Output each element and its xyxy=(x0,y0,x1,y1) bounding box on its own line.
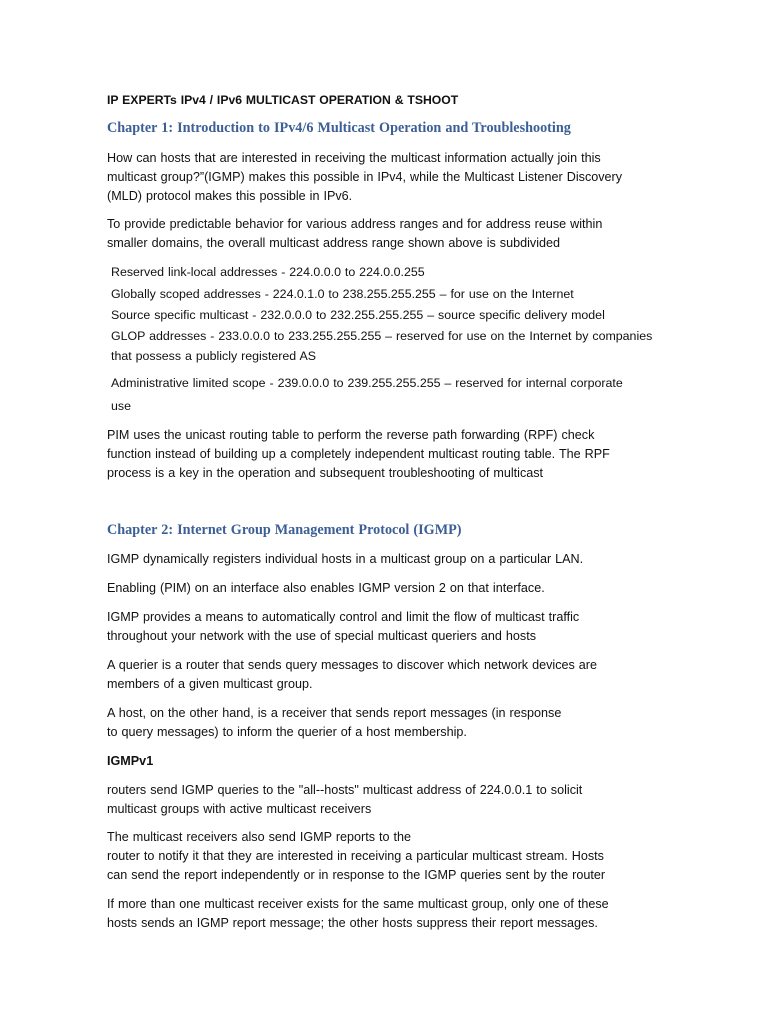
chapter-1-paragraph-1-line: How can hosts that are interested in receiving the multicast information actually join this xyxy=(107,151,601,165)
chapter-2-paragraph-4-line: members of a given multicast group. xyxy=(107,677,313,691)
chapter-2-paragraph-6-line: routers send IGMP queries to the "all--hosts" multicast address of 224.0.0.1 to solicit xyxy=(107,783,583,797)
chapter-2-paragraph-7-line: router to notify it that they are interested in receiving a particular multicast stream. Hosts xyxy=(107,849,604,863)
chapter-1-paragraph-1-line: multicast group?”(IGMP) makes this possible in IPv4, while the Multicast Listener Discovery xyxy=(107,170,623,184)
address-range-item: Administrative limited scope - 239.0.0.0 to 239.255.255.255 – reserved for internal corporate xyxy=(111,376,623,390)
chapter-2-paragraph-2: Enabling (PIM) on an interface also enables IGMP version 2 on that interface. xyxy=(107,581,545,595)
chapter-1-paragraph-3-line: process is a key in the operation and subsequent troubleshooting of multicast xyxy=(107,466,544,480)
chapter-2-paragraph-3-line: throughout your network with the use of special multicast queriers and hosts xyxy=(107,629,537,643)
document-title: IP EXPERTs IPv4 / IPv6 MULTICAST OPERATION & TSHOOT xyxy=(107,93,459,107)
address-range-item: Globally scoped addresses - 224.0.1.0 to 238.255.255.255 – for use on the Internet xyxy=(111,287,574,301)
chapter-2-paragraph-3-line: IGMP provides a means to automatically control and limit the flow of multicast traffic xyxy=(107,610,580,624)
chapter-2-paragraph-4-line: A querier is a router that sends query messages to discover which network devices are xyxy=(107,658,597,672)
chapter-1-heading: Chapter 1: Introduction to IPv4/6 Multicast Operation and Troubleshooting xyxy=(107,120,571,136)
chapter-2-paragraph-1: IGMP dynamically registers individual hosts in a multicast group on a particular LAN. xyxy=(107,552,584,566)
chapter-2-paragraph-8-line: If more than one multicast receiver exists for the same multicast group, only one of these xyxy=(107,897,609,911)
chapter-2-paragraph-6-line: multicast groups with active multicast receivers xyxy=(107,802,372,816)
address-range-item: use xyxy=(111,399,131,413)
address-range-item: that possess a publicly registered AS xyxy=(111,349,316,363)
chapter-2-paragraph-7-line: can send the report independently or in response to the IGMP queries sent by the router xyxy=(107,868,606,882)
address-range-item: GLOP addresses - 233.0.0.0 to 233.255.255.255 – reserved for use on the Internet by companies xyxy=(111,329,653,343)
chapter-1-paragraph-2-line: smaller domains, the overall multicast address range shown above is subdivided xyxy=(107,236,561,250)
chapter-2-paragraph-7-line: The multicast receivers also send IGMP reports to the xyxy=(107,830,412,844)
chapter-1-paragraph-3-line: function instead of building up a completely independent multicast routing table. The RPF xyxy=(107,447,610,461)
chapter-2-heading: Chapter 2: Internet Group Management Protocol (IGMP) xyxy=(107,522,462,538)
igmpv1-heading: IGMPv1 xyxy=(107,754,154,768)
chapter-1-paragraph-1-line: (MLD) protocol makes this possible in IPv6. xyxy=(107,189,353,203)
chapter-2-paragraph-5-line: A host, on the other hand, is a receiver that sends report messages (in response xyxy=(107,706,562,720)
chapter-2-paragraph-8-line: hosts sends an IGMP report message; the other hosts suppress their report messages. xyxy=(107,916,598,930)
address-range-item: Source specific multicast - 232.0.0.0 to 232.255.255.255 – source specific delivery model xyxy=(111,308,605,322)
chapter-1-paragraph-3-line: PIM uses the unicast routing table to perform the reverse path forwarding (RPF) check xyxy=(107,428,595,442)
address-range-item: Reserved link-local addresses - 224.0.0.0 to 224.0.0.255 xyxy=(111,265,425,279)
chapter-1-paragraph-2-line: To provide predictable behavior for various address ranges and for address reuse within xyxy=(107,217,603,231)
chapter-2-paragraph-5-line: to query messages) to inform the querier of a host membership. xyxy=(107,725,467,739)
